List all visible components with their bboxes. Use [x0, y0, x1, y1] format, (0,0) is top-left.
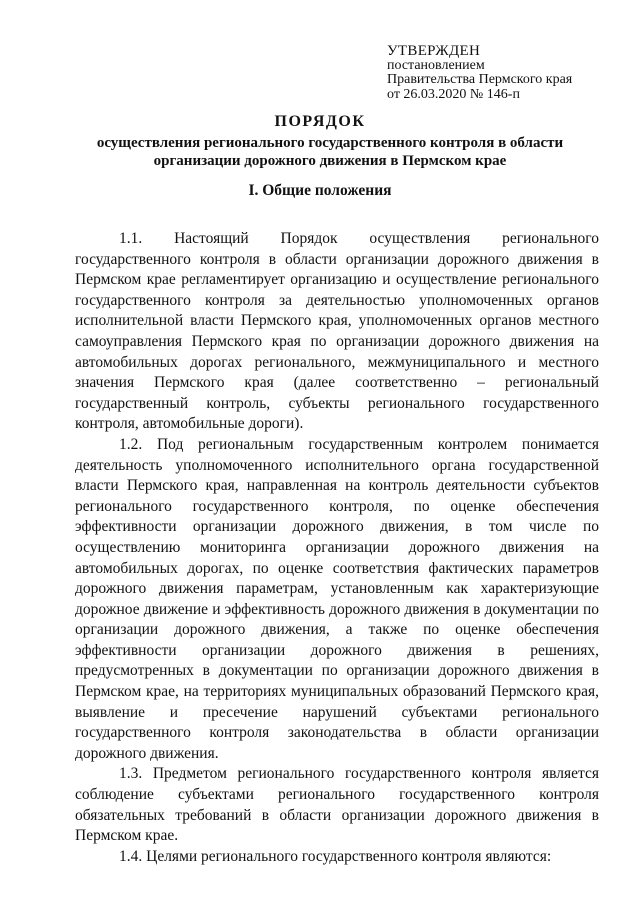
document-body: [75, 229, 599, 867]
paragraph-1-2: 1.2. Под региональным государственным контролем понимается деятельность уполномоченного исполнительного органа государственной власти Пермского края, направленная на контроль деятельности субъектов регионального государственного контроля, по оценке обеспечения эффективности организации дорожного движения, в том числе по осуществлению мониторинга организации дорожного движения на автомобильных дорогах, по оценке соответствия фактических параметров дорожного движения параметрам, установленным как характеризующие дорожное движение и эффективность дорожного движения в документации по организации дорожного движения, а также по оценке обеспечения эффективности организации дорожного движения в решениях, предусмотренных в документации по организации дорожного движения в Пермском крае, на территориях муниципальных образований Пермского края, выявление и пресечение нарушений субъектами регионального государственного контроля законодательства в области организации дорожного движения.: [75, 435, 599, 762]
section-heading: I. Общие положения: [248, 182, 392, 199]
document-title: ПОРЯДОК: [274, 113, 366, 130]
paragraph-1-4: 1.4. Целями регионального государственного контроля являются:: [119, 847, 552, 865]
approval-stamp: УТВЕРЖДЕН: [387, 43, 481, 59]
paragraph-1-3: 1.3. Предметом регионального государственного контроля является соблюдение субъектами регионального государственного контроля обязательных требований в области организации дорожного движения в Пермском крае.: [75, 765, 599, 845]
approval-line-3: от 26.03.2020 № 146-п: [387, 86, 520, 102]
approval-line-2: Правительства Пермского края: [387, 72, 573, 87]
approval-line-1: постановлением: [387, 57, 485, 73]
document-subtitle: осуществления регионального государственного контроля в области организации дорожного движения в Пермском крае: [96, 135, 564, 169]
approval-block: [387, 44, 572, 102]
paragraph-1-1: 1.1. Настоящий Порядок осуществления регионального государственного контроля в области организации дорожного движения в Пермском крае регламентирует организацию и осуществление регионального государственного контроля за деятельностью уполномоченных органов исполнительной власти Пермского края, уполномоченных органов местного самоуправления Пермского края по организации дорожного движения на автомобильных дорогах регионального, межмуниципального и местного значения Пермского края (далее соответственно – региональный государственный контроль, субъекты регионального государственного контроля, автомобильные дороги).: [75, 230, 599, 433]
